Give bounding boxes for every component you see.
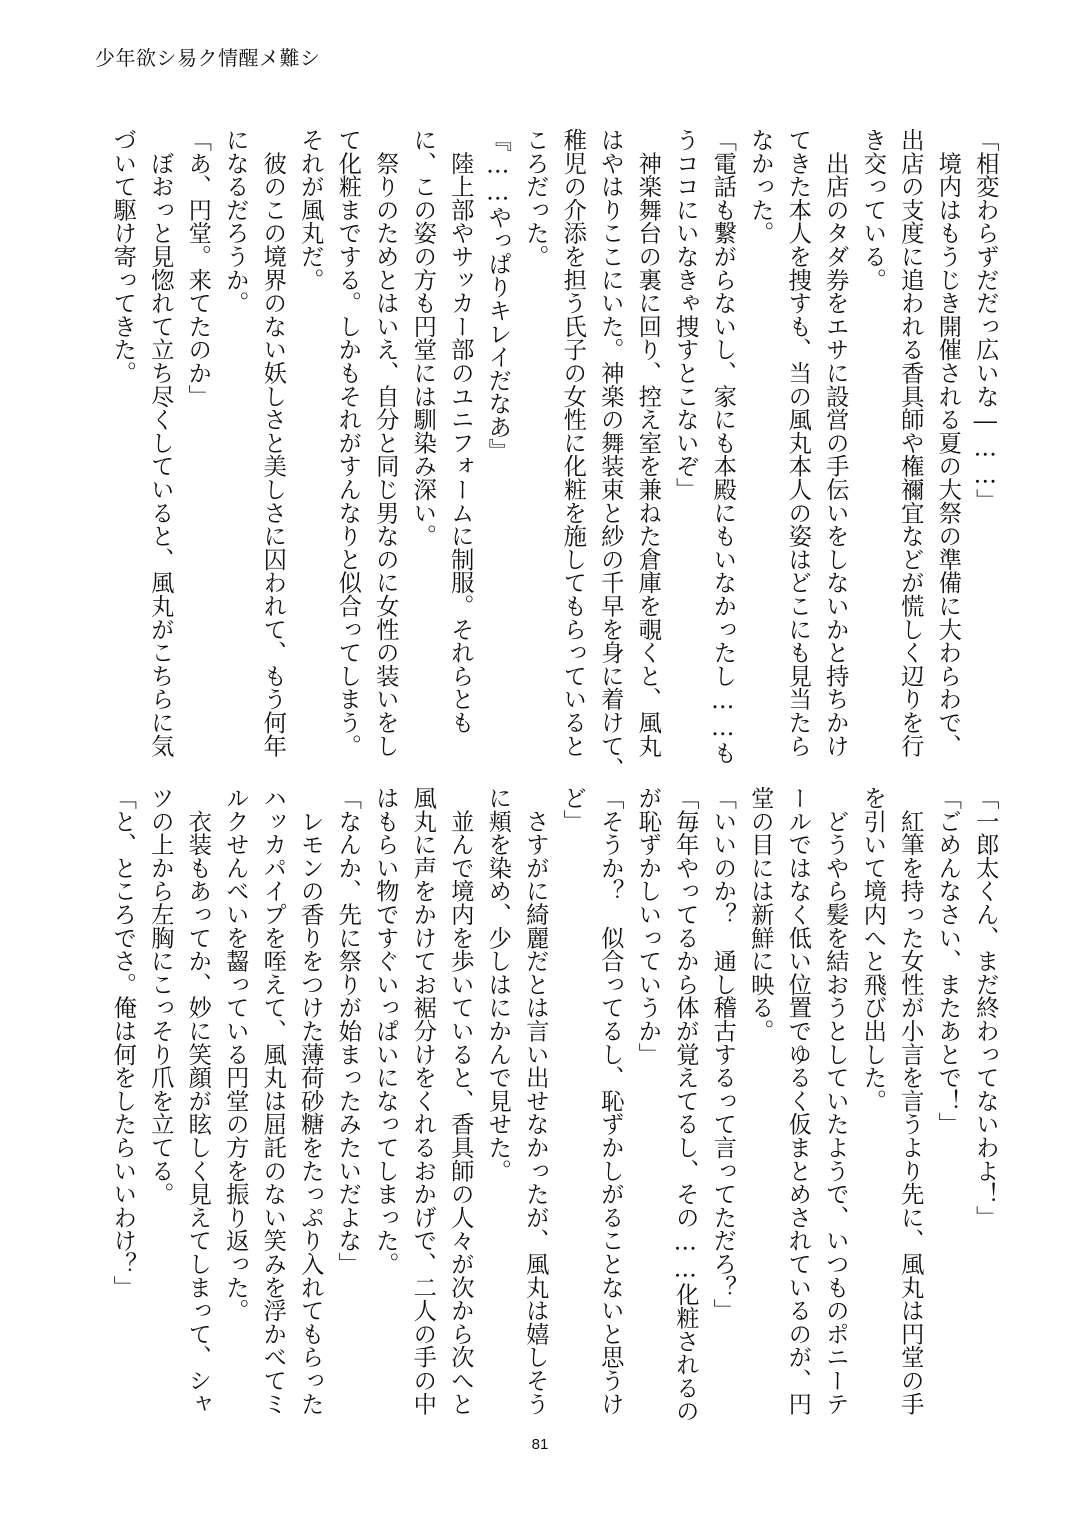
text-column: 「あ、円堂。来てたのか」 [184,128,212,408]
text-column: に頬を染め、少しはにかんで見せた。 [484,786,512,1183]
text-column: ころだった。 [521,128,549,268]
text-column: 風丸に声をかけてお裾分けをくれるおかげで、二人の手の中 [409,786,437,1416]
text-column: 「相変わらずだだっ広いな―……」 [971,128,999,512]
text-column: き交っている。 [859,128,887,292]
text-column: に、この姿の方も円堂には馴染み深い。 [409,128,437,548]
text-column: どうやら髪を結おうとしていたようで、いつものポニーテ [821,786,849,1416]
text-column: ぼおっと見惚れて立ち尽くしていると、風丸がこちらに気 [146,128,174,758]
text-column: 衣装もあってか、妙に笑顔が眩しく見えてしまって、シャ [184,786,212,1416]
text-column: 「毎年やってるから体が覚えてるし、その……化粧されるの [671,786,699,1423]
text-column: づいて駆け寄ってきた。 [109,128,137,385]
page-number: 81 [531,1436,549,1453]
text-column: 「ごめんなさい、またあとで！」 [934,786,962,1136]
text-column: 堂の目には新鮮に映る。 [746,786,774,1043]
text-column: 神楽舞台の裏に回り、控え室を兼ねた倉庫を覗くと、風丸 [634,128,662,758]
text-column: レモンの香りをつけた薄荷砂糖をたっぷり入れてもらった [296,786,324,1416]
text-column: 「電話も繋がらないし、家にも本殿にもいなかったし……も [709,128,737,765]
text-column: 祭りのためとはいえ、自分と同じ男なのに女性の装いをし [371,128,399,758]
text-column: 出店の支度に追われる香具師や権禰宜などが慌しく辺りを行 [896,128,924,758]
text-column: それが風丸だ。 [296,128,324,292]
text-column: 稚児の介添を担う氏子の女性に化粧を施してもらっていると [559,128,587,758]
text-column: 『……やっぱりキレイだなあ』 [484,128,512,462]
running-header: 少年欲シ易ク情醒メ難シ [95,46,321,70]
text-column: ハッカパイプを咥えて、風丸は屈託のない笑みを浮かべてミ [259,786,287,1416]
text-column: 紅筆を持った女性が小言を言うより先に、風丸は円堂の手 [896,786,924,1416]
text-column: 並んで境内を歩いていると、香具師の人々が次から次へと [446,786,474,1416]
text-column: ルクせんべいを齧っている円堂の方を振り返った。 [221,786,249,1322]
text-column: 境内はもうじき開催される夏の大祭の準備に大わらわで、 [934,128,962,758]
text-column: 「いいのか？ 通し稽古するって言ってただろ？」 [709,786,737,1322]
text-column: 陸上部やサッカー部のユニフォームに制服。それらとも [446,128,474,734]
text-column: を引いて境内へと飛び出した。 [859,786,887,1113]
text-column: 「そうか？ 似合ってるし、恥ずかしがることないと思うけ [596,786,624,1416]
text-column: になるだろうか。 [221,128,249,315]
text-column: はやはりここにいた。神楽の舞装束と紗の千早を身に着けて、 [596,128,624,781]
text-column: 彼のこの境界のない妖しさと美しさに囚われて、もう何年 [259,128,287,758]
text-column: 「と、ところでさ。俺は何をしたらいいわけ？」 [109,786,137,1299]
text-column: ど」 [559,786,587,833]
text-column: さすがに綺麗だとは言い出せなかったが、風丸は嬉しそう [521,786,549,1416]
text-column: 出店のタダ券をエサに設営の手伝いをしないかと持ちかけ [821,128,849,758]
text-column: ツの上から左胸にこっそり爪を立てる。 [146,786,174,1206]
text-column: なかった。 [746,128,774,245]
text-column: が恥ずかしいっていうか」 [634,786,662,1066]
text-column: て化粧までする。しかもそれがすんなりと似合ってしまう。 [334,128,362,758]
text-column: 「なんか、先に祭りが始まったみたいだよな」 [334,786,362,1276]
text-column: ールではなく低い位置でゆるく仮まとめされているのが、円 [784,786,812,1416]
text-column: はもらい物ですぐいっぱいになってしまった。 [371,786,399,1276]
text-column: うココにいなきゃ捜すとこないぞ」 [671,128,699,501]
text-column: てきた本人を捜すも、当の風丸本人の姿はどこにも見当たら [784,128,812,758]
text-column: 「一郎太くん、まだ終わってないわよ！」 [971,786,999,1229]
